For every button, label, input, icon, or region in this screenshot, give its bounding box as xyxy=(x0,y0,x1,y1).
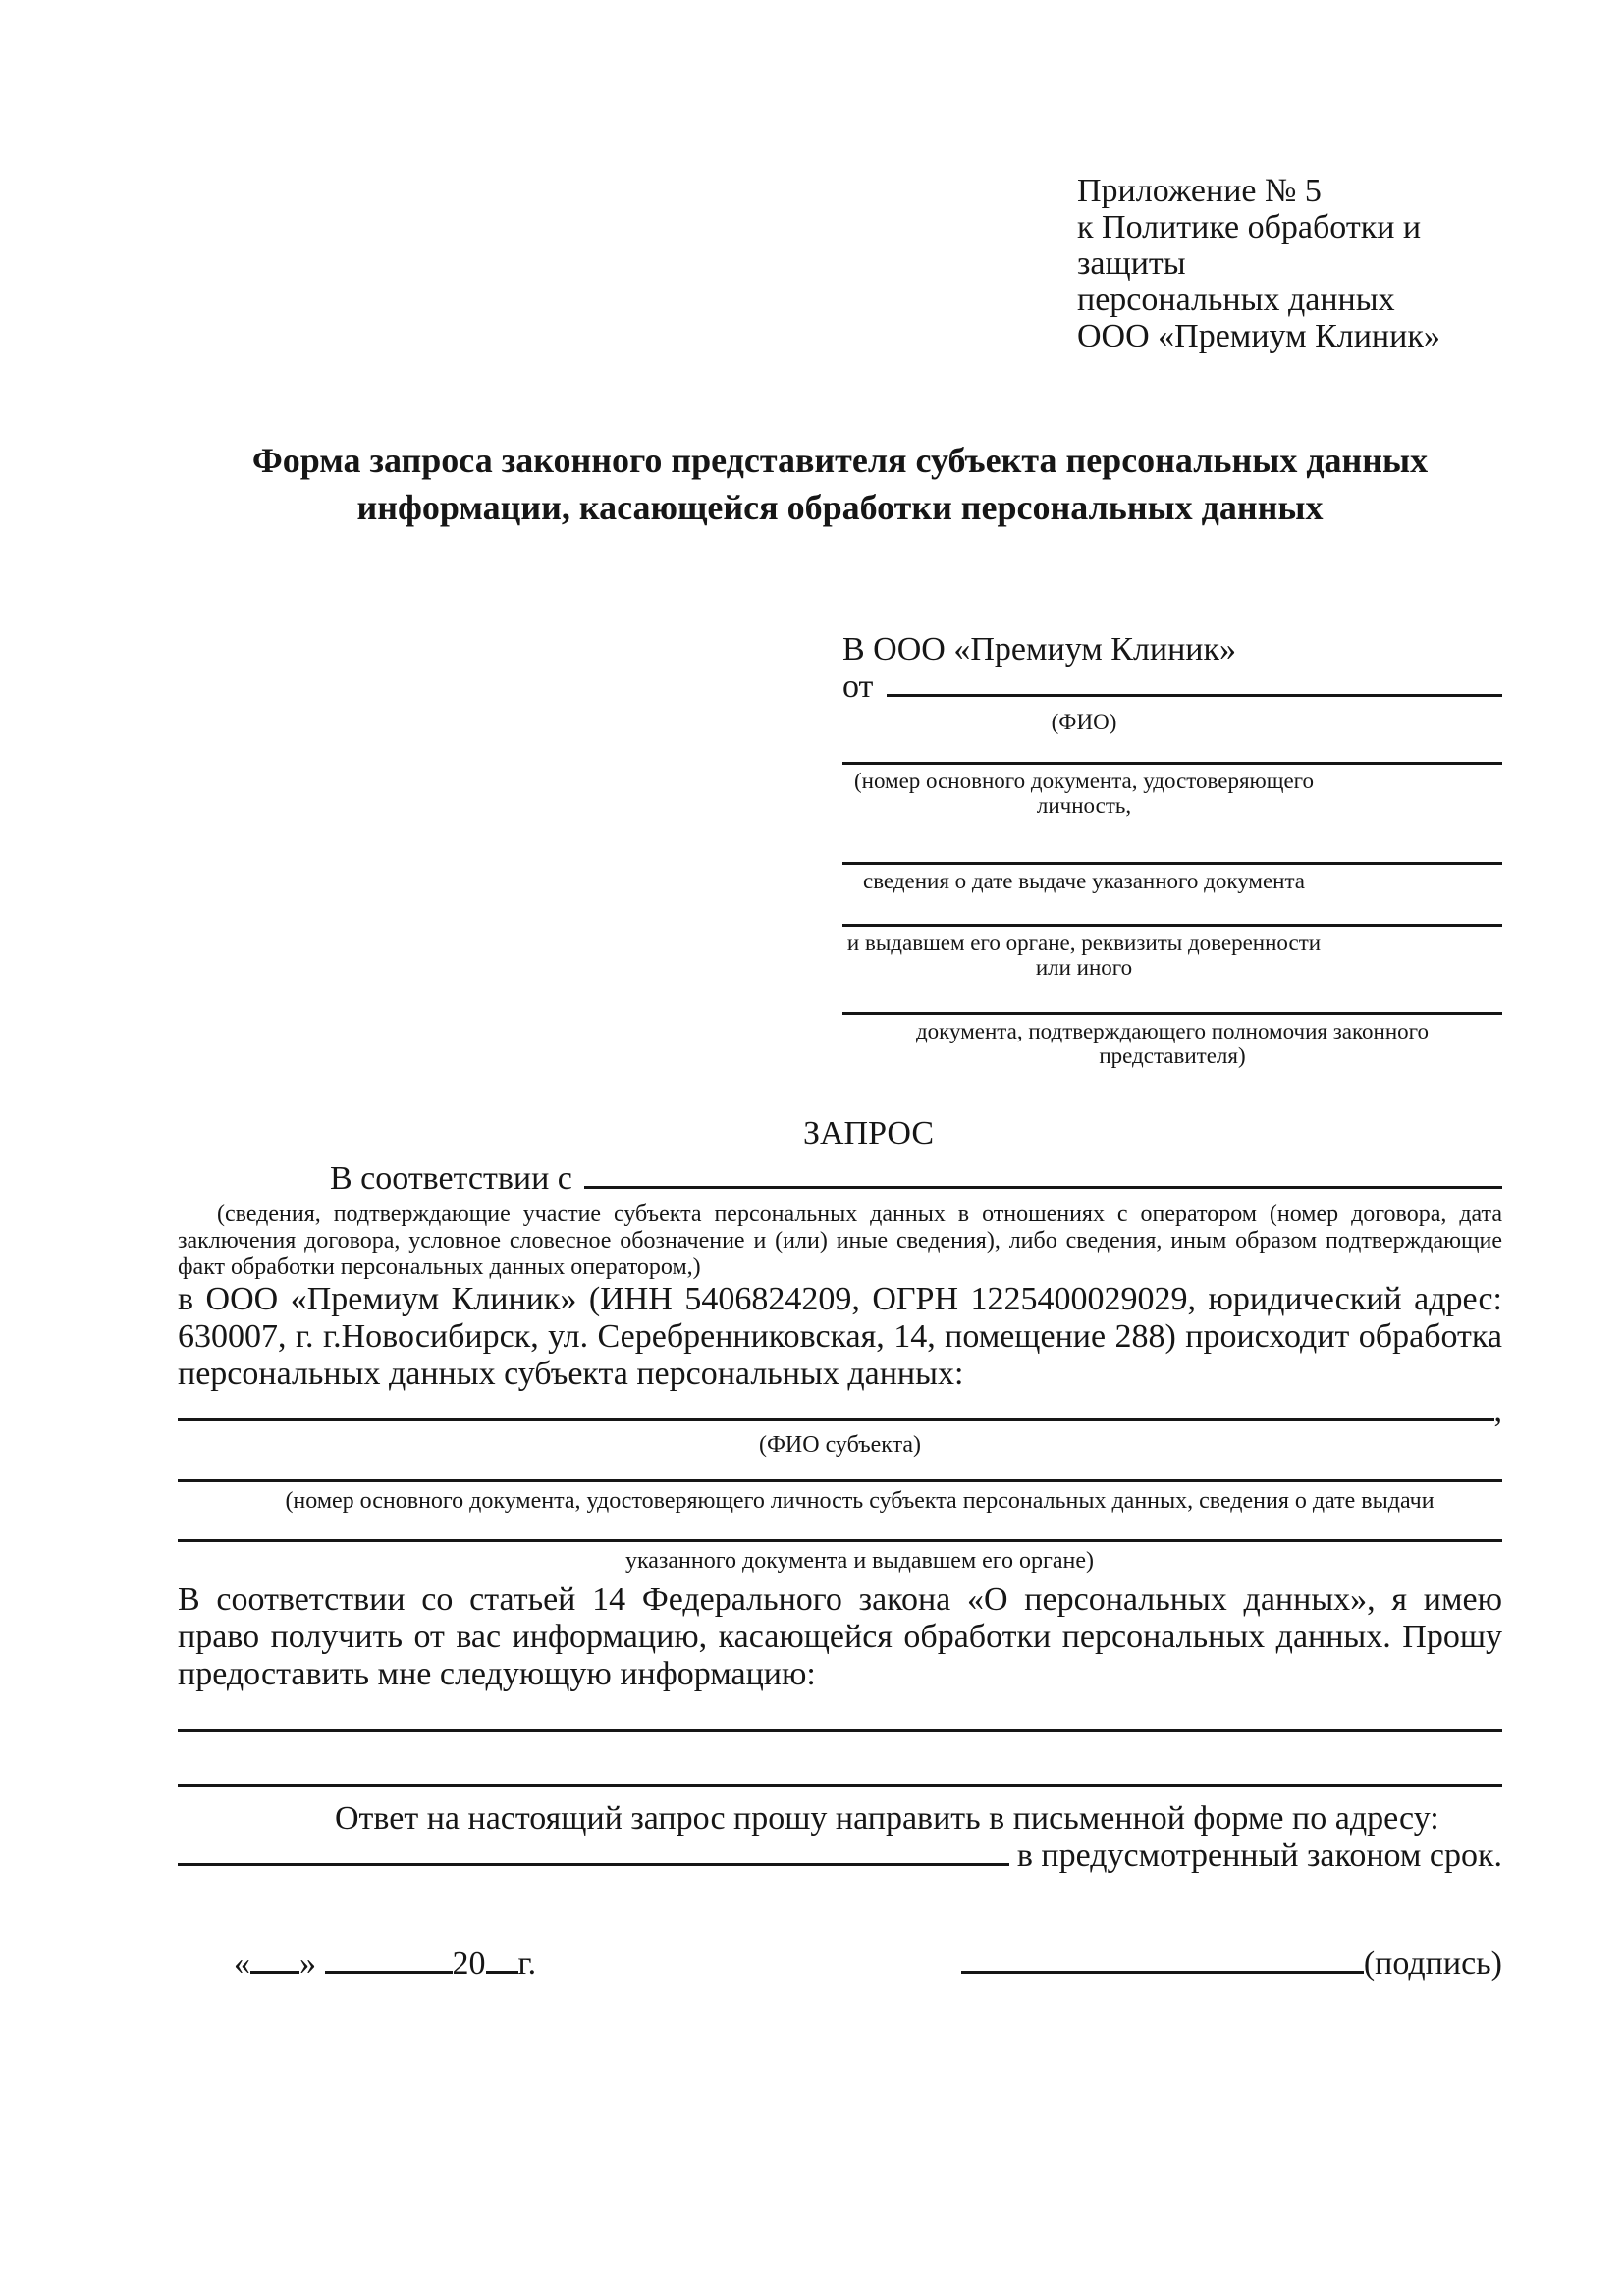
requested-info-blank-line-1 xyxy=(178,1729,1502,1732)
law-paragraph: В соответствии со статьей 14 Федерального закона «О персональных данных», я имею право получить от вас информацию, касающейся обработки персональных данных. Прошу предоставить мне следующую информацию: xyxy=(178,1581,1502,1692)
subject-document-blank-line xyxy=(178,1479,1502,1482)
appendix-line: персональных данных xyxy=(1077,282,1395,318)
fio-blank-line xyxy=(887,694,1502,697)
appendix-line: ООО «Премиум Клиник» xyxy=(1077,318,1440,354)
issue-date-blank-line xyxy=(842,818,1502,865)
date-year-blank xyxy=(486,1971,518,1974)
date-quote-open: « xyxy=(234,1946,250,1982)
subject-document-caption-2: указанного документа и выдавшем его органе) xyxy=(624,1548,1095,1574)
signature-caption: (подпись) xyxy=(1363,1946,1502,1982)
signature-field xyxy=(961,1946,1502,1983)
accordance-blank-line xyxy=(584,1186,1502,1189)
date-day-blank xyxy=(250,1971,299,1974)
date-field xyxy=(234,1946,536,1983)
response-address-row xyxy=(178,1838,1502,1875)
date-quote-close: » xyxy=(299,1946,316,1982)
document-number-blank-line xyxy=(842,734,1502,765)
subject-document-caption: (номер основного документа, удостоверяющего личность субъекта персональных данных, сведения о дате выдачи xyxy=(285,1488,1435,1514)
from-row xyxy=(842,668,1502,706)
response-tail-text: в предусмотренный законом срок. xyxy=(1016,1838,1502,1874)
line-caption: документа, подтверждающего полномочия законного представителя) xyxy=(915,1019,1429,1068)
signature-blank-line xyxy=(961,1971,1364,1974)
addressee-block xyxy=(842,631,1502,1068)
accordance-note: (сведения, подтверждающие участие субъекта персональных данных в отношениях с оператором (номер договора, дата заключения договора, условное словесное обозначение и (или) иные сведения), либо сведения, иным образом подтверждающие факт обработки персональных данных оператором,) xyxy=(178,1201,1502,1280)
date-signature-row xyxy=(178,1946,1502,1983)
subject-document-blank-line-2 xyxy=(178,1539,1502,1542)
line-caption: (номер основного документа, удостоверяющего личность, xyxy=(853,769,1315,818)
requested-info-blank-line-2 xyxy=(178,1784,1502,1787)
from-label: от xyxy=(842,668,874,705)
accordance-row xyxy=(178,1160,1502,1198)
response-request-paragraph: Ответ на настоящий запрос прошу направить в письменной форме по адресу: xyxy=(335,1800,1439,1837)
appendix-line: к Политике обработки и защиты xyxy=(1077,209,1422,282)
subject-line-suffix: , xyxy=(1493,1393,1502,1429)
appendix-note xyxy=(1077,173,1502,354)
year-prefix: 20 xyxy=(452,1946,486,1982)
fio-caption: (ФИО) xyxy=(1051,710,1117,734)
operator-paragraph: в ООО «Премиум Клиник» (ИНН 5406824209, ОГРН 1225400029029, юридический адрес: 630007, г. г.Новосибирск, ул. Серебренниковская, 14, помещение 288) происходит обработка персональных данных субъекта персональных данных: xyxy=(178,1281,1502,1392)
date-month-blank xyxy=(325,1971,453,1974)
line-caption: и выдавшем его органе, реквизиты доверенности или иного xyxy=(846,931,1322,980)
subject-name-blank-line xyxy=(178,1418,1494,1421)
issuing-authority-blank-line xyxy=(842,893,1502,927)
fio-subject-caption: (ФИО субъекта) xyxy=(758,1432,922,1458)
request-heading: ЗАПРОС xyxy=(802,1115,935,1151)
line-caption: сведения о дате выдаче указанного документа xyxy=(862,869,1306,893)
accordance-label: В соответствии с xyxy=(330,1160,572,1197)
appendix-line: Приложение № 5 xyxy=(1077,173,1322,209)
year-suffix: г. xyxy=(517,1946,537,1982)
response-address-blank-line xyxy=(178,1863,1009,1866)
authority-document-blank-line xyxy=(842,980,1502,1015)
document-title: Форма запроса законного представителя субъекта персональных данных информации, касающейся обработки персональных данных xyxy=(251,441,1429,527)
subject-name-row xyxy=(178,1393,1502,1430)
addressee-organization: В ООО «Премиум Клиник» xyxy=(842,631,1237,667)
